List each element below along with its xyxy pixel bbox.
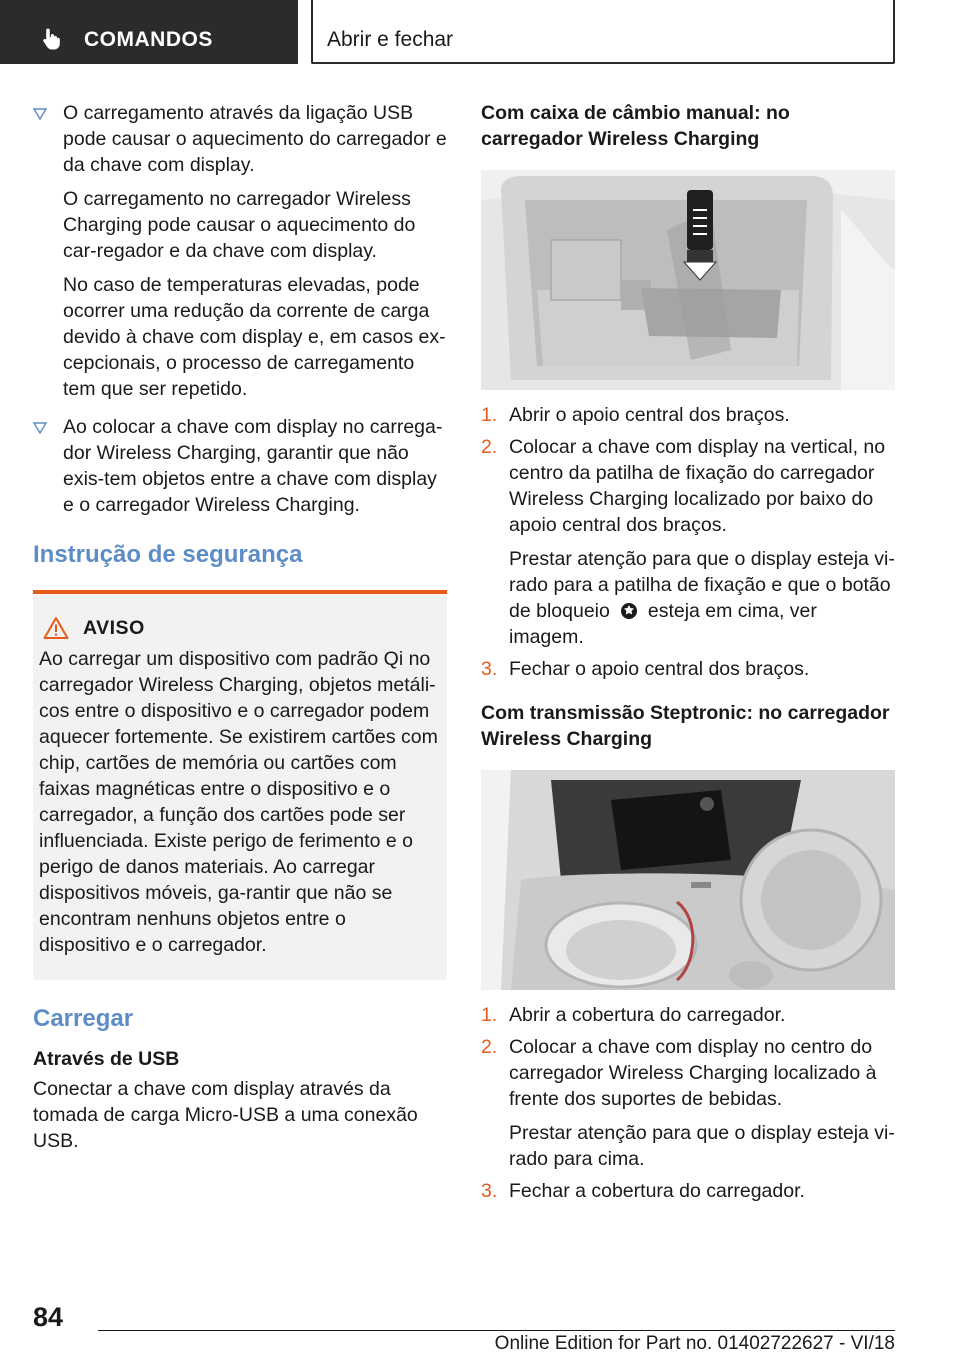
step-number: 1. bbox=[481, 404, 498, 426]
chapter-title: Abrir e fechar bbox=[327, 28, 454, 51]
steptronic-steps bbox=[481, 1002, 895, 1204]
triangle-bullet-icon bbox=[33, 108, 47, 120]
footer-divider bbox=[98, 1330, 895, 1331]
list-item bbox=[481, 434, 895, 650]
list-item bbox=[481, 656, 895, 682]
step-number: 3. bbox=[481, 1180, 498, 1202]
paragraph: O carregamento através da ligação USB pode causar o aquecimento do carregador e da chave com display. bbox=[63, 102, 447, 176]
step-number: 2. bbox=[481, 1036, 498, 1058]
left-column bbox=[33, 100, 447, 1154]
hand-pointer-icon bbox=[40, 26, 64, 50]
section-tab bbox=[0, 0, 298, 64]
manual-armrest-charger-photo bbox=[481, 170, 895, 390]
list-item bbox=[481, 1034, 895, 1172]
paragraph: Ao colocar a chave com display no carrega-dor Wireless Charging, garantir que não exis-tem objetos entre a chave com display e o carregador Wireless Charging. bbox=[63, 416, 443, 516]
step-text: Fechar o apoio central dos braços. bbox=[509, 658, 810, 680]
warning-box bbox=[33, 590, 447, 980]
paragraph: No caso de temperaturas elevadas, pode ocorrer uma redução da corrente de carga devido à chave com display e, em casos ex-cepcionais, o processo de carregamento tem que ser repetido. bbox=[63, 274, 446, 400]
step-number: 2. bbox=[481, 436, 498, 458]
step-text: Colocar a chave com display no centro do carregador Wireless Charging localizado à frente dos suportes de bebidas. bbox=[509, 1036, 877, 1110]
step-note bbox=[509, 546, 895, 650]
steptronic-console-charger-photo bbox=[481, 770, 895, 990]
list-item bbox=[481, 402, 895, 428]
warning-title: AVISO bbox=[83, 616, 145, 639]
step-text: Fechar a cobertura do carregador. bbox=[509, 1180, 805, 1202]
warning-triangle-icon bbox=[43, 616, 69, 640]
bullet-item bbox=[33, 100, 447, 402]
page-number: 84 bbox=[33, 1302, 64, 1332]
list-item bbox=[481, 1178, 895, 1204]
step-note: Prestar atenção para que o display esteja vi-rado para cima. bbox=[509, 1122, 895, 1170]
step-note-part: esteja em cima, ver imagem. bbox=[509, 600, 817, 648]
step-number: 3. bbox=[481, 658, 498, 680]
step-text: Colocar a chave com display na vertical, no centro da patilha de fixação do carregador Wireless Charging localizado por baixo do apoio central dos braços. bbox=[509, 436, 886, 536]
step-text: Abrir o apoio central dos braços. bbox=[509, 404, 790, 426]
lock-button-icon bbox=[620, 602, 638, 620]
step-text: Abrir a cobertura do carregador. bbox=[509, 1004, 786, 1026]
bullet-item bbox=[33, 414, 447, 518]
triangle-bullet-icon bbox=[33, 422, 47, 434]
charge-heading: Carregar bbox=[33, 1005, 134, 1032]
chapter-tab bbox=[311, 0, 895, 64]
usb-text: Conectar a chave com display através da tomada de carga Micro-USB a uma conexão USB. bbox=[33, 1078, 418, 1152]
list-item bbox=[481, 1002, 895, 1028]
usb-heading: Através de USB bbox=[33, 1048, 180, 1070]
edition-note: Online Edition for Part no. 01402722627 - VI/18 bbox=[494, 1333, 895, 1354]
manual-steps bbox=[481, 402, 895, 682]
paragraph: O carregamento no carregador Wireless Charging pode causar o aquecimento do car-regador e da chave com display. bbox=[63, 188, 416, 262]
step-note-part: Prestar atenção para que o display esteja vi-rado para a patilha de fixação e que o botão de bloqueio bbox=[509, 548, 895, 622]
safety-heading: Instrução de segurança bbox=[33, 541, 303, 568]
step-number: 1. bbox=[481, 1004, 498, 1026]
section-title: COMANDOS bbox=[84, 28, 213, 51]
manual-heading: Com caixa de câmbio manual: no carregador Wireless Charging bbox=[481, 102, 790, 150]
warning-title-row bbox=[39, 616, 439, 640]
steptronic-heading: Com transmissão Steptronic: no carregador Wireless Charging bbox=[481, 702, 890, 750]
warning-text: Ao carregar um dispositivo com padrão Qi no carregador Wireless Charging, objetos metáli-cos entre o dispositivo e o carregador podem aquecer fortemente. Se existirem cartões com chip, cartões de memória ou cartões com faixas magnéticas entre o dispositivo e o carregador, a função dos cartões pode ser influenciada. Existe perigo de ferimento e o perigo de danos materiais. Ao carregar dispositivos móveis, ga-rantir que não se encontram nenhuns objetos entre o dispositivo e o carregador. bbox=[39, 648, 438, 956]
right-column bbox=[481, 100, 895, 1210]
